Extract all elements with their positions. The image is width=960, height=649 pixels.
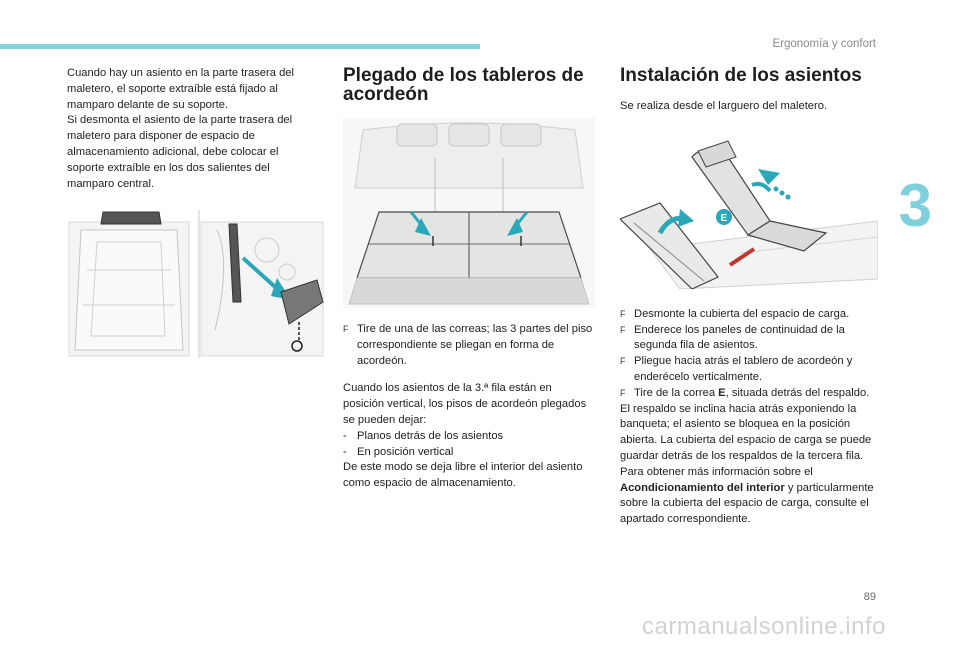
accordion-section-title: Plegado de los tableros de acordeón — [343, 65, 584, 105]
col1-paragraph-2: Si desmonta el asiento de la parte trasera del maletero para disponer de espacio de almacenamiento adicional, debe colocar el soporte extraíble en los dos salientes del mamparo central. — [67, 114, 293, 190]
seat-step-1: F Desmonte la cubierta del espacio de carga. — [620, 307, 878, 323]
accordion-option-1: - Planos detrás de los asientos — [343, 429, 504, 442]
triangle-bullet-icon: F — [620, 387, 626, 398]
accordion-intro: Cuando los asientos de la 3.ª fila están en posición vertical, los pisos de acordeón plegados se pueden dejar: — [343, 382, 587, 426]
triangle-bullet-icon: F — [620, 324, 626, 335]
watermark: carmanualsonline.info — [642, 613, 886, 640]
section-title: Ergonomía y confort — [772, 38, 876, 50]
removable-support-illustration — [67, 210, 325, 360]
triangle-bullet-icon: F — [620, 356, 626, 367]
seat-paragraph-1: El respaldo se inclina hacia atrás exponiendo la banqueta; el asiento se bloquea en la posición abierta. La cubierta del espacio de carga se puede guardar detrás de los respaldos de la tercera fila. — [620, 402, 872, 462]
strap-e-badge-icon — [716, 209, 732, 225]
interior-fittings-reference: Acondicionamiento del interior — [620, 481, 785, 494]
seat-installation-title: Instalación de los asientos — [620, 65, 862, 86]
column-1 — [67, 66, 317, 360]
col1-paragraph-1: Cuando hay un asiento en la parte trasera del maletero, el soporte extraíble está fijado al mamparo delante de su soporte. — [67, 67, 295, 111]
seat-step-2: F Enderece los paneles de continuidad de la segunda fila de asientos. — [620, 323, 878, 355]
accordion-option-2: - En posición vertical — [343, 445, 454, 458]
seat-step-3: F Pliegue hacia atrás el tablero de acordeón y enderécelo verticalmente. — [620, 354, 878, 386]
seat-paragraph-2: Para obtener más información sobre el Acondicionamiento del interior y particularmente sobre la cubierta del espacio de carga, consulte el apartado correspondiente. — [620, 465, 874, 526]
triangle-bullet-icon: F — [343, 324, 349, 334]
page-number: 89 — [863, 591, 876, 603]
accordion-closing: De este modo se deja libre el interior del asiento como espacio de almacenamiento. — [343, 461, 583, 490]
seat-installation-intro: Se realiza desde el larguero del maletero. — [620, 100, 828, 112]
accordion-step-1: F Tire de una de las correas; las 3 partes del piso correspondiente se pliegan en forma de acordeón. — [343, 322, 595, 369]
top-accent-bar — [0, 44, 480, 49]
column-3 — [620, 66, 878, 528]
svg-text:E: E — [720, 212, 728, 224]
accordion-floor-illustration — [343, 118, 595, 308]
chapter-number: 3 — [898, 172, 932, 239]
column-2 — [343, 66, 595, 492]
seat-step-4: F Tire de la correa E, situada detrás del respaldo. — [620, 386, 878, 402]
triangle-bullet-icon: F — [620, 308, 626, 319]
seat-installation-illustration — [620, 129, 878, 289]
